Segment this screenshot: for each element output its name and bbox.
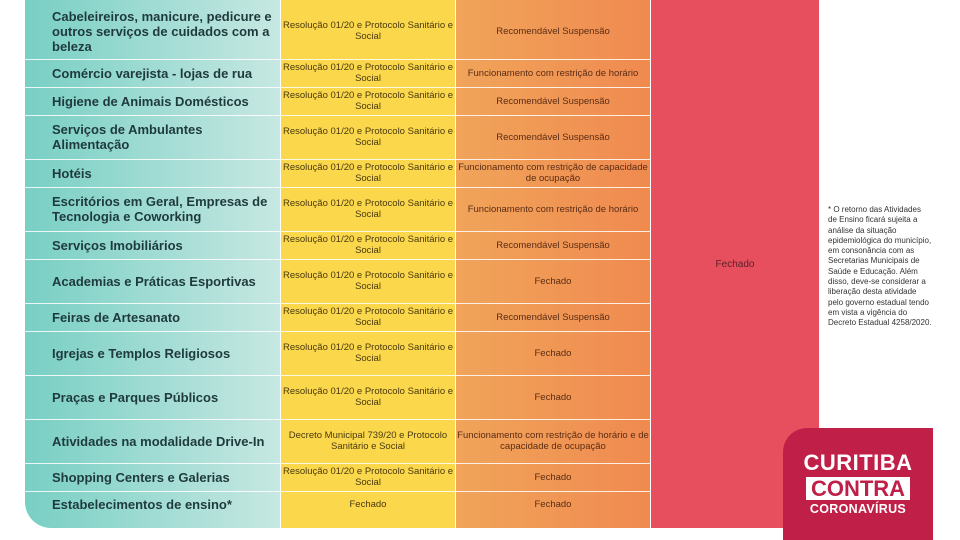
table-row-status: Recomendável Suspensão [496,95,610,107]
logo-line-1: CURITIBA [803,450,913,475]
table-row-status: Funcionamento com restrição de horário e de capacidade de ocupação [457,430,649,452]
footnote: * O retorno das Atividades de Ensino ficará sujeita a análise da situação epidemiológica do município, em consonância com as Secretarias Municipais de Saúde e Educação. Além disso, deve-se considerar a liberação desta atividade pelo governo estadual tendo em vista a vigência do Decreto Estadual 4258/2020. [828,205,932,328]
table-row-status: Fechado [534,391,572,403]
table-row-status: Fechado [534,471,572,483]
table-row-regulation: Decreto Municipal 739/20 e Protocolo Sanitário e Social [288,430,448,452]
table-row-activity: Igrejas e Templos Religiosos [52,345,231,361]
table-row-activity: Escritórios em Geral, Empresas de Tecnologia e Coworking [52,194,268,224]
table-row-activity: Hotéis [52,165,92,181]
table-row-regulation: Resolução 01/20 e Protocolo Sanitário e Social [282,126,454,148]
table-row-status: Fechado [534,347,572,359]
table-row-regulation: Resolução 01/20 e Protocolo Sanitário e Social [282,342,454,364]
table-row-activity: Academias e Práticas Esportivas [52,273,256,289]
table-row-regulation: Resolução 01/20 e Protocolo Sanitário e Social [282,198,454,220]
curitiba-contra-coronavirus-logo [783,428,933,540]
closed-column-label: Fechado [715,258,755,270]
table-row-status: Funcionamento com restrição de horário [467,67,639,79]
table-row-status: Funcionamento com restrição de horário [467,203,639,215]
table-row-status: Recomendável Suspensão [496,311,610,323]
table-row-regulation: Resolução 01/20 e Protocolo Sanitário e Social [282,466,454,488]
logo-line-2: CONTRA [806,477,910,500]
table-row-activity: Feiras de Artesanato [52,309,181,325]
table-row-regulation: Resolução 01/20 e Protocolo Sanitário e Social [282,90,454,112]
table-row-regulation: Resolução 01/20 e Protocolo Sanitário e Social [282,162,454,184]
table-row-activity: Higiene de Animais Domésticos [52,93,249,109]
table-row-regulation: Resolução 01/20 e Protocolo Sanitário e Social [282,306,454,328]
table-row-regulation: Resolução 01/20 e Protocolo Sanitário e Social [282,234,454,256]
logo-line-3: CORONAVÍRUS [809,502,907,516]
table-row-regulation: Resolução 01/20 e Protocolo Sanitário e Social [282,386,454,408]
table-row-status: Recomendável Suspensão [496,25,610,37]
table-row-activity: Shopping Centers e Galerias [52,469,230,485]
table-row-regulation: Fechado [349,498,387,510]
table-row-activity: Comércio varejista - lojas de rua [52,65,253,81]
table-row-activity: Estabelecimentos de ensino* [52,496,232,512]
table-row-regulation: Resolução 01/20 e Protocolo Sanitário e Social [282,62,454,84]
table-row-activity: Serviços de Ambulantes Alimentação [52,122,203,152]
table-row-status: Recomendável Suspensão [496,239,610,251]
table-row-activity: Serviços Imobiliários [52,237,183,253]
table-row-activity: Praças e Parques Públicos [52,389,219,405]
table-row-status: Recomendável Suspensão [496,131,610,143]
table-row-regulation: Resolução 01/20 e Protocolo Sanitário e Social [282,20,454,42]
table-row-regulation: Resolução 01/20 e Protocolo Sanitário e Social [282,270,454,292]
table-row-activity: Atividades na modalidade Drive-In [52,433,265,449]
table-row-status: Fechado [534,498,572,510]
table-row-status: Funcionamento com restrição de capacidade de ocupação [458,162,648,184]
table-row-status: Fechado [534,275,572,287]
table-row-activity: Cabeleireiros, manicure, pedicure e outros serviços de cuidados com a beleza [52,8,272,54]
column-divider [650,0,651,528]
